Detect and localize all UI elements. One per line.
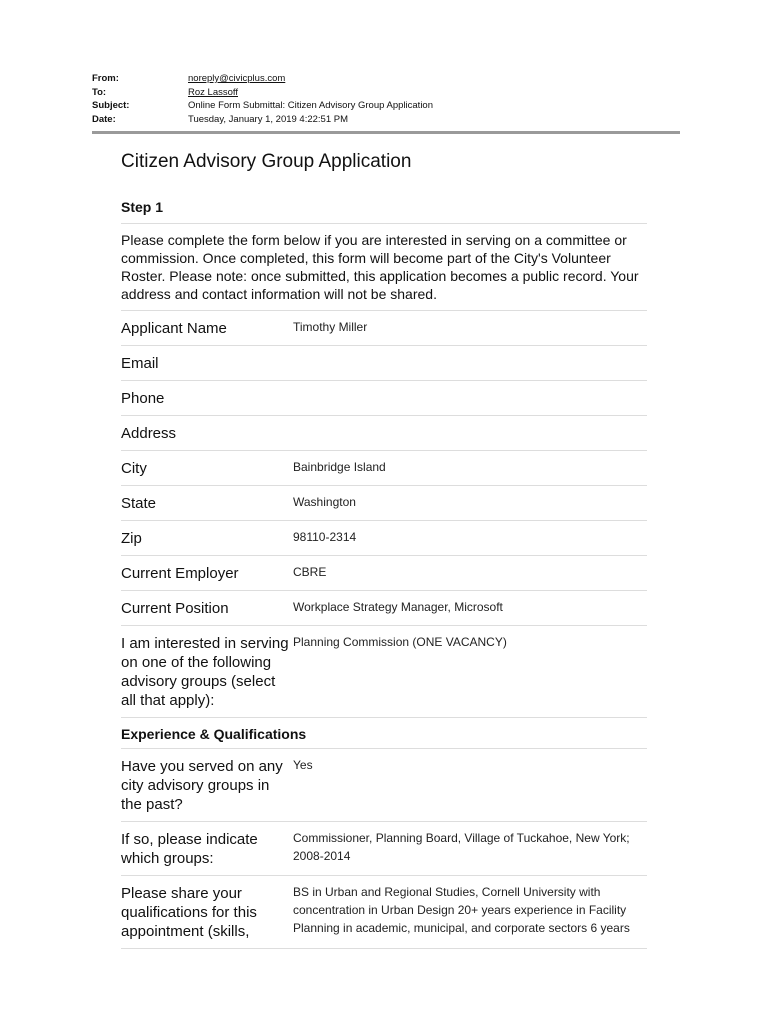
field-label: Have you served on any city advisory groups in the past?	[121, 758, 283, 813]
subject-value: Online Form Submittal: Citizen Advisory Group Application	[188, 100, 433, 111]
field-value: Planning Commission (ONE VACANCY)	[293, 635, 507, 649]
to-label: To:	[92, 86, 107, 98]
field-row	[121, 416, 647, 451]
email-header	[92, 72, 680, 126]
from-row	[92, 72, 680, 86]
to-row	[92, 86, 680, 100]
field-label: State	[121, 495, 157, 512]
field-value: Workplace Strategy Manager, Microsoft	[293, 600, 503, 614]
date-value: Tuesday, January 1, 2019 4:22:51 PM	[188, 113, 349, 125]
field-label: Email	[121, 355, 159, 372]
field-label: If so, please indicate which groups:	[121, 831, 258, 867]
field-row	[121, 311, 647, 346]
field-label: Applicant Name	[121, 320, 227, 337]
field-value: BS in Urban and Regional Studies, Cornell University with concentration in Urban Design 20+ years experience in Facility Planning in academic, municipal, and corporate sectors 6 years	[293, 885, 630, 935]
field-list	[121, 311, 647, 718]
field-value: Commissioner, Planning Board, Village of Tuckahoe, New York; 2008-2014	[293, 831, 630, 863]
from-label: From:	[92, 73, 119, 84]
field-value: Timothy Miller	[293, 320, 368, 334]
field-row	[121, 749, 647, 822]
form-intro: Please complete the form below if you are interested in serving on a committee or commission. Once completed, this form will become part of the City's Volunteer Roster. Please note: once submitted, this application becomes a public record. Your address and contact information will not be shared.	[121, 224, 647, 311]
field-row	[121, 346, 647, 381]
subject-row	[92, 99, 680, 113]
field-row	[121, 822, 647, 876]
experience-field-list	[121, 749, 647, 949]
field-row	[121, 876, 647, 949]
field-value	[293, 416, 647, 450]
field-label: Phone	[121, 390, 165, 407]
field-row	[121, 451, 647, 486]
field-label: Current Employer	[121, 565, 239, 582]
field-label: Please share your qualifications for this appointment (skills,	[121, 885, 257, 940]
field-label: Address	[121, 425, 177, 442]
date-row	[92, 113, 680, 127]
experience-title: Experience & Qualifications	[121, 718, 647, 749]
step-title: Step 1	[121, 189, 647, 224]
to-recipient-link[interactable]: Roz Lassoff	[188, 86, 238, 98]
field-label: Current Position	[121, 600, 229, 617]
field-value: Yes	[293, 758, 313, 772]
field-row	[121, 486, 647, 521]
field-row	[121, 381, 647, 416]
date-label: Date:	[92, 113, 116, 125]
field-row	[121, 521, 647, 556]
field-label: I am interested in serving on one of the following advisory groups (select all that apply):	[121, 635, 289, 709]
field-value: Washington	[293, 495, 356, 509]
field-row	[121, 591, 647, 626]
header-divider	[92, 131, 680, 134]
field-label: Zip	[121, 530, 142, 547]
field-value: 98110-2314	[293, 530, 357, 544]
field-value: Bainbridge Island	[293, 460, 386, 474]
form-title: Citizen Advisory Group Application	[121, 151, 412, 172]
field-row	[121, 556, 647, 591]
field-value	[293, 346, 647, 380]
field-row	[121, 626, 647, 718]
subject-label: Subject:	[92, 100, 130, 111]
from-email-link[interactable]: noreply@civicplus.com	[188, 73, 286, 84]
field-label: City	[121, 460, 147, 477]
form-content	[121, 149, 647, 949]
field-value: CBRE	[293, 565, 327, 579]
field-value	[293, 381, 647, 415]
